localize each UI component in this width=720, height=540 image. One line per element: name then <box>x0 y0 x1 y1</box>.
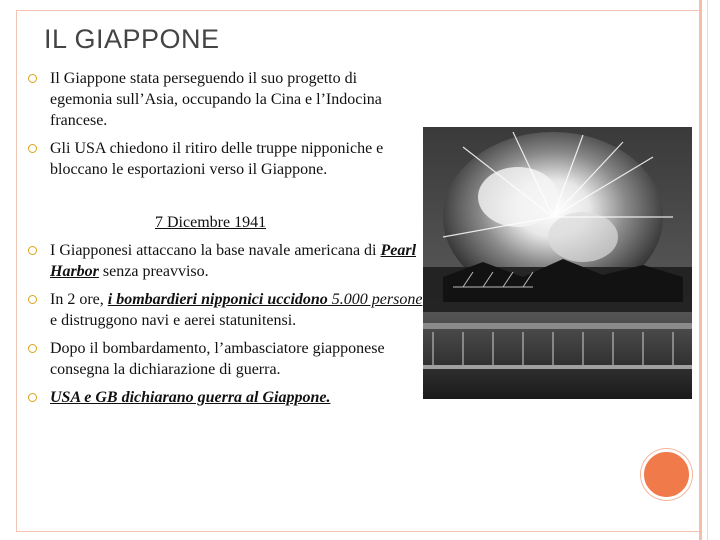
dichiarazione-emphasis: USA e GB dichiarano guerra al Giappone. <box>50 389 331 406</box>
pearl-harbor-emphasis: Pearl Harbor <box>50 242 417 280</box>
pearl-harbor-photo <box>423 127 692 399</box>
bullet-item-ambasciatore <box>28 338 428 380</box>
bullet-text: Gli USA chiedono il ritiro delle truppe nipponiche e bloccano le esportazioni verso il Giappone. <box>50 140 384 178</box>
bullet-item-bombardieri <box>28 289 428 331</box>
bullet-item-pearl-harbor <box>28 240 428 282</box>
intro-bullet-list <box>28 68 418 187</box>
bullet-item-dichiarazione <box>28 387 428 408</box>
bullet-text-post: senza preavviso. <box>98 263 209 280</box>
bullet-text-pre: I Giapponesi attaccano la base navale americana di <box>50 242 381 259</box>
bullet-marker-icon <box>28 393 37 402</box>
bullet-marker-icon <box>28 295 37 304</box>
explosion-image <box>423 127 692 399</box>
bombardieri-emphasis: i bombardieri nipponici uccidono <box>107 291 328 308</box>
bullet-marker-icon <box>28 344 37 353</box>
accent-circle <box>641 449 692 500</box>
event-bullet-list <box>28 240 428 415</box>
vittime-emphasis: 5.000 persone <box>327 291 423 308</box>
bullet-item-usa-blocco <box>28 138 418 180</box>
date-heading: 7 Dicembre 1941 <box>155 214 267 231</box>
bullet-marker-icon <box>28 74 37 83</box>
slide-title: IL GIAPPONE <box>44 24 220 54</box>
bullet-text-post: e distruggono navi e aerei statunitensi. <box>50 312 297 329</box>
right-border-rule <box>699 0 702 540</box>
bullet-text: Dopo il bombardamento, l’ambasciatore giapponese consegna la dichiarazione di guerra. <box>50 340 385 378</box>
right-border-rule-thin <box>707 0 708 540</box>
bullet-marker-icon <box>28 246 37 255</box>
bullet-text-pre: In 2 ore, <box>50 291 108 308</box>
bullet-marker-icon <box>28 144 37 153</box>
bullet-item-egemonia <box>28 68 418 131</box>
bullet-text: Il Giappone stata perseguendo il suo progetto di egemonia sull’Asia, occupando la Cina e l’Indocina francese. <box>50 70 382 129</box>
